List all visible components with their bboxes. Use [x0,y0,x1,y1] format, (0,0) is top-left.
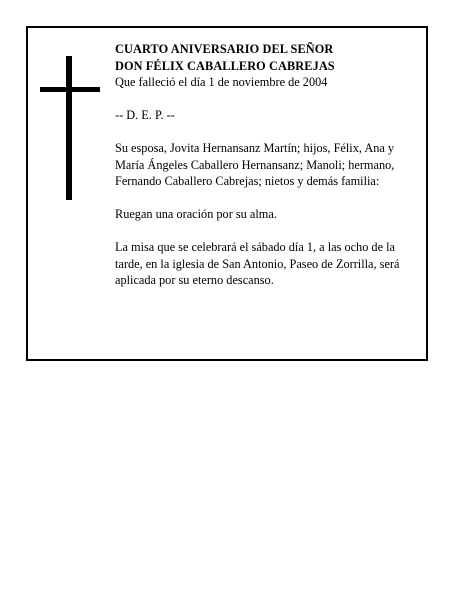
spacer [115,190,423,207]
rip-line: -- D. E. P. -- [115,108,175,122]
spacer [115,91,423,108]
cross-horizontal-bar [40,87,100,92]
family-paragraph: Su esposa, Jovita Hernansanz Martín; hijos, Félix, Ana y María Ángeles Caballero Hernansanz; Manoli; hermano, Fernando Caballero Cabrejas; nietos y demás familia: [115,141,395,188]
mass-paragraph: La misa que se celebrará el sábado día 1, a las ocho de la tarde, en la iglesia de San Antonio, Paseo de Zorrilla, será aplicada por su eterno descanso. [115,240,400,287]
notice-text-block [115,41,423,289]
notice-heading-line-1: CUARTO ANIVERSARIO DEL SEÑOR [115,42,334,56]
obituary-notice [26,26,428,361]
death-date-line: Que falleció el día 1 de noviembre de 2004 [115,75,328,89]
spacer [115,124,423,141]
spacer [115,223,423,240]
cross-icon [40,56,100,200]
prayer-request: Ruegan una oración por su alma. [115,207,277,221]
notice-heading-line-2: DON FÉLIX CABALLERO CABREJAS [115,58,335,73]
cross-vertical-bar [66,56,72,200]
